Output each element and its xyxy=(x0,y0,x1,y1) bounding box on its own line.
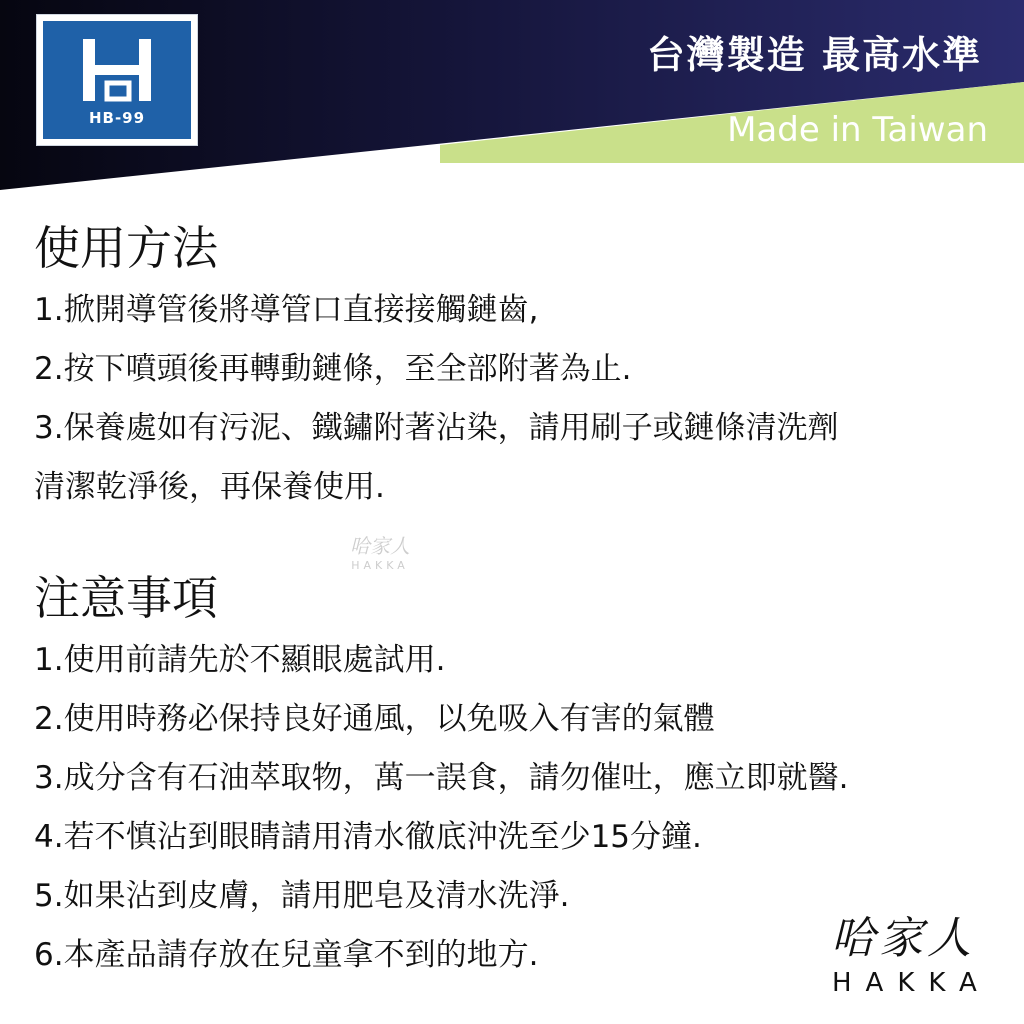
usage-line: 2.按下噴頭後再轉動鏈條，至全部附著為止. xyxy=(34,351,632,387)
watermark-logo xyxy=(330,530,430,572)
notes-line: 2.使用時務必保持良好通風，以免吸入有害的氣體 xyxy=(34,701,715,737)
brand-roman: HAKKA xyxy=(832,968,991,998)
made-in-taiwan-text: Made in Taiwan xyxy=(727,110,988,150)
notes-line: 1.使用前請先於不顯眼處試用. xyxy=(34,642,446,678)
brand-script: 哈家人 xyxy=(831,913,975,964)
watermark-script: 哈家人 xyxy=(350,534,410,558)
logo-text: HB-99 xyxy=(88,109,146,127)
usage-line: 清潔乾淨後，再保養使用. xyxy=(34,469,385,505)
hb99-logo xyxy=(36,14,198,146)
hakka-brand-logo xyxy=(818,913,991,998)
watermark-roman: HAKKA xyxy=(351,559,409,572)
notes-line: 6.本產品請存放在兒童拿不到的地方. xyxy=(34,937,539,973)
usage-line: 3.保養處如有污泥、鐵鏽附著沾染，請用刷子或鏈條清洗劑 xyxy=(34,410,839,446)
notes-line: 4.若不慎沾到眼睛請用清水徹底沖洗至少15分鐘. xyxy=(34,819,702,855)
notes-title: 注意事項 xyxy=(34,571,218,625)
usage-line: 1.掀開導管後將導管口直接接觸鏈齒, xyxy=(34,292,539,328)
notes-line: 3.成分含有石油萃取物，萬一誤食，請勿催吐，應立即就醫. xyxy=(34,760,849,796)
slogan-text: 台灣製造 最高水準 xyxy=(646,32,982,77)
usage-title: 使用方法 xyxy=(34,221,218,275)
notes-line: 5.如果沾到皮膚，請用肥皂及清水洗淨. xyxy=(34,878,570,914)
logo-panel xyxy=(43,21,191,139)
